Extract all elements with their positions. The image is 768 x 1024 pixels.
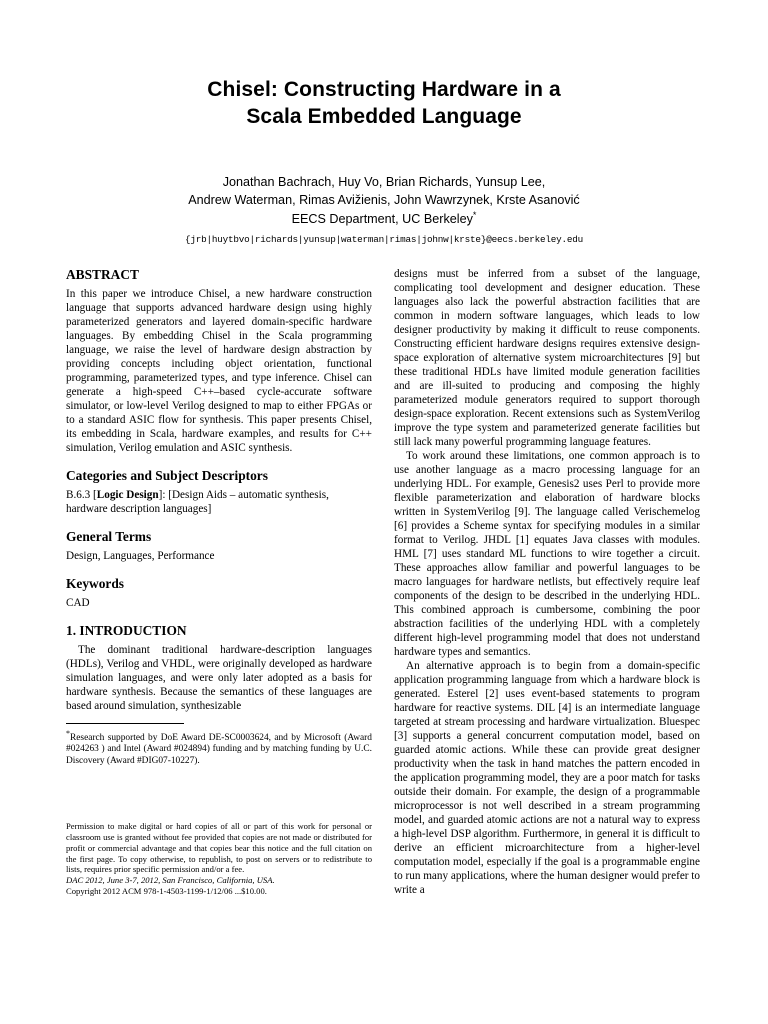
categories-text <box>66 488 372 516</box>
authors-line-2: Andrew Waterman, Rimas Avižienis, John Wawrzynek, Krste Asanović <box>188 192 580 207</box>
copyright-permission: Permission to make digital or hard copies of all or part of this work for personal or classroom use is granted without fee provided that copies are not made or distributed for profit or commercial advantage and that copies bear this notice and the full citation on the first page. To copy otherwise, to republish, to post on servers or to redistribute to lists, requires prior specific permission and/or a fee. <box>66 821 372 875</box>
categories-suffix: ]: [Design Aids – automatic synthesis, hardware description languages] <box>66 488 329 515</box>
footnote-marker: * <box>66 728 70 738</box>
right-paragraph-3: An alternative approach is to begin from a domain-specific application programming language from which a hardware block is generated. Esterel [2] uses event-based statements to program hardware for reactive systems. DIL [4] is an intermediate language targeted at stream processing and hardware virtualization. Bluespec [3] supports a general concurrent computation model, based on guarded atomic actions. While these can provide great designer productivity when the task in hand matches the pattern encoded in the application programming model, they are a poor match for tasks outside their domain. For example, the design of a programmable microprocessor is not well described in a stream programming model, and guarded atomic actions are not a natural way to express a high-level DSP algorithm. Furthermore, in general it is difficult to derive an efficient microarchitecture from a higher-level computation model, especially if the goal is a programmable engine to run many applications, where the human designer would prefer to write a <box>394 659 701 896</box>
introduction-paragraph: The dominant traditional hardware-description languages (HDLs), Verilog and VHDL, were originally developed as hardware simulation languages, and were only later adopted as a basis for hardware synthesis. Because the semantics of these languages are based around simulation, synthesizable <box>66 643 372 712</box>
footnote-divider <box>66 723 184 724</box>
affiliation-footnote-marker: * <box>472 210 477 221</box>
general-terms-text: Design, Languages, Performance <box>66 549 215 562</box>
affiliation-text: EECS Department, UC Berkeley <box>291 212 473 227</box>
abstract-heading: ABSTRACT <box>66 266 139 282</box>
keywords-heading: Keywords <box>66 575 125 591</box>
affiliation <box>66 209 702 228</box>
introduction-heading: 1. INTRODUCTION <box>66 622 187 638</box>
title-line-2: Scala Embedded Language <box>246 105 522 129</box>
footnote-body: Research supported by DoE Award DE-SC0003624, and by Microsoft (Award #024263 ) and Intel (Award #024894) funding and by matching funding by U.C. Discovery (Award #DIG07-10227). <box>66 732 372 766</box>
categories-bold: Logic Design <box>96 488 159 501</box>
copyright-line: Copyright 2012 ACM 978-1-4503-1199-1/12/06 ...$10.00. <box>66 885 267 896</box>
categories-heading: Categories and Subject Descriptors <box>66 467 268 483</box>
abstract-text: In this paper we introduce Chisel, a new hardware construction language that supports advanced hardware design using highly parameterized generators and layered domain-specific hardware languages. By embedding Chisel in the Scala programming language, we raise the level of hardware design abstraction by providing concepts including object orientation, functional programming, parameterized types, and type inference. Chisel can generate a high-speed C++–based cycle-accurate software simulator, or low-level Verilog designed to map to either FPGAs or to a standard ASIC flow for synthesis. This paper presents Chisel, its embedding in Scala, hardware examples, and results for C++ simulation, Verilog emulation and ASIC synthesis. <box>66 287 372 454</box>
right-paragraph-1: designs must be inferred from a subset of the language, complicating tool development and designer education. These languages also lack the powerful abstraction facilities that are common in modern software languages, which leads to low designer productivity by making it difficult to reuse components. Constructing efficient hardware designs requires extensive design-space exploration of alternative system microarchitectures [9] but these traditional HDLs have limited module generation facilities and are ill-suited to producing and composing the highly parameterized module generators required to support thorough design-space exploration. Recent extensions such as SystemVerilog improve the type system and parameterized generate facilities but still lack many powerful programming language features. <box>394 267 700 448</box>
keywords-text: CAD <box>66 596 90 609</box>
general-terms-heading: General Terms <box>66 528 152 544</box>
page-title <box>66 76 702 131</box>
right-column <box>394 267 700 897</box>
authors-line-1: Jonathan Bachrach, Huy Vo, Brian Richards, Yunsup Lee, <box>222 174 546 189</box>
left-column <box>66 267 372 897</box>
copyright-block <box>66 821 372 896</box>
right-paragraph-2: To work around these limitations, one common approach is to use another language as a macro processing language for an underlying HDL. For example, Genesis2 uses Perl to provide more flexible parameterization and elaboration of hardware blocks written in SystemVerilog [9]. The language called Verischemelog [6] provides a Scheme syntax for specifying modules in a similar format to Verilog. JHDL [1] equates Java classes with modules. HML [7] uses standard ML functions to wire together a circuit. These approaches allow familiar and powerful languages to be macro languages for hardware netlists, but effectively require leaf components of the design to be described in the underlying HDL. This combined approach is cumbersome, combining the poor abstraction facilities of the underlying HDL with a completely different high-level programming model that does not understand hardware types and semantics. <box>394 449 700 658</box>
copyright-conference: DAC 2012, June 3-7, 2012, San Francisco, California, USA. <box>66 875 275 886</box>
author-emails: {jrb|huytbvo|richards|yunsup|waterman|rimas|johnw|krste}@eecs.berkeley.edu <box>184 233 584 245</box>
two-column-body <box>66 267 702 897</box>
footnote-text <box>66 729 372 768</box>
title-line-1: Chisel: Constructing Hardware in a <box>207 78 561 101</box>
categories-prefix: B.6.3 [ <box>66 488 97 501</box>
author-list <box>66 173 702 210</box>
